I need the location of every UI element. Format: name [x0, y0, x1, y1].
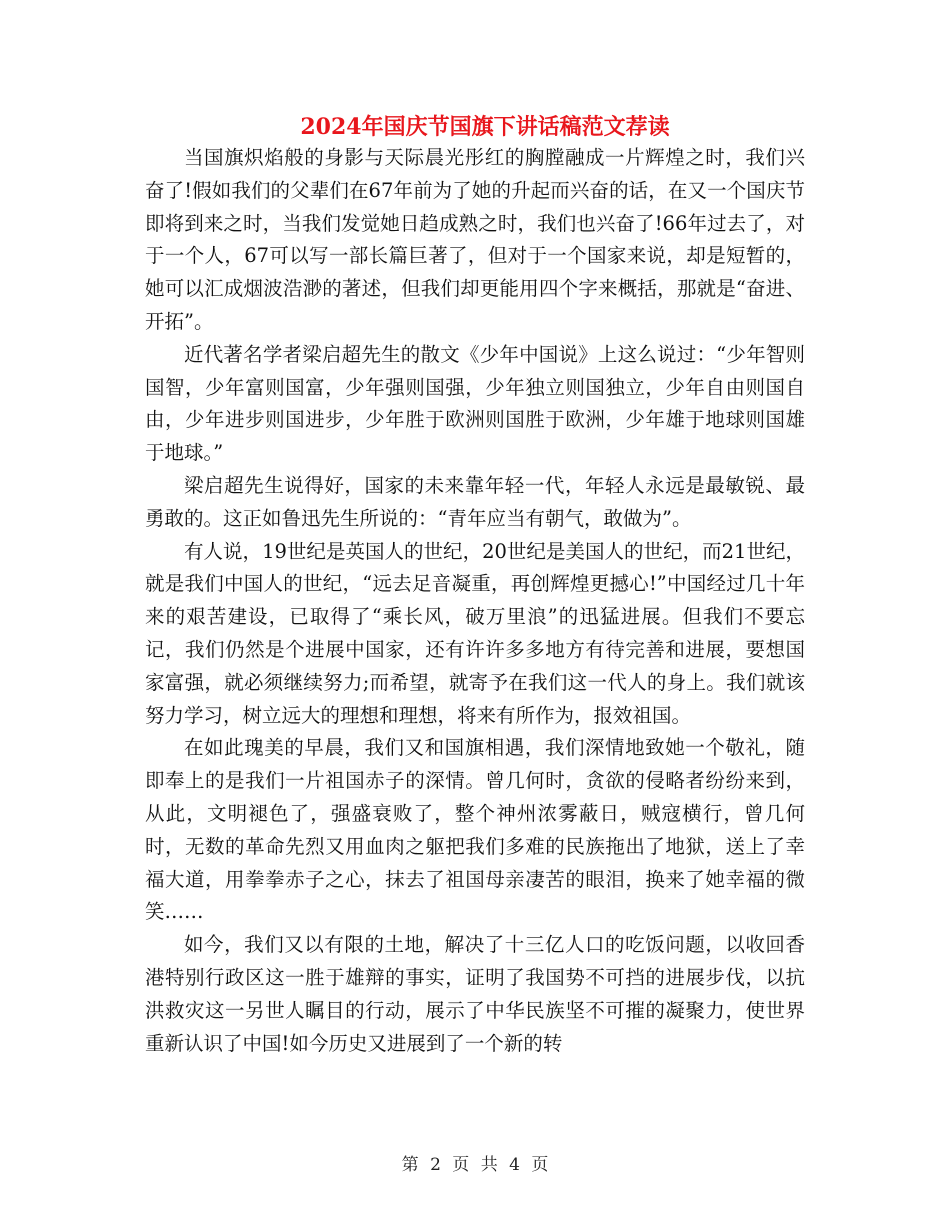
document-title: 2024年国庆节国旗下讲话稿范文荐读: [300, 114, 670, 140]
paragraph-1: 当国旗炽焰般的身影与天际晨光彤红的胸膛融成一片辉煌之时，我们兴奋了!假如我们的父辈们在67年前为了她的升起而兴奋的话，在又一个国庆节即将到来之时，当我们发觉她日趋成熟之时，我们也兴奋了!66年过去了，对于一个人，67可以写一部长篇巨著了，但对于一个国家来说，却是短暂的，她可以汇成烟波浩渺的著述，但我们却更能用四个字来概括，那就是“奋进、开拓”。: [145, 146, 805, 333]
paragraph-6: 如今，我们又以有限的土地，解决了十三亿人口的吃饭问题，以收回香港特别行政区这一胜于雄辩的事实，证明了我国势不可挡的进展步伐，以抗洪救灾这一另世人瞩目的行动，展示了中华民族坚不可摧的凝聚力，使世界重新认识了中国!如今历史又进展到了一个新的转: [145, 933, 805, 1055]
page-footer: 第 2 页 共 4 页: [401, 1155, 549, 1175]
paragraph-3: 梁启超先生说得好，国家的未来靠年轻一代，年轻人永远是最敏锐、最勇敢的。这正如鲁迅先生所说的：“青年应当有朝气，敢做为”。: [145, 473, 805, 530]
paragraph-2: 近代著名学者梁启超先生的散文《少年中国说》上这么说过：“少年智则国智，少年富则国富，少年强则国强，少年独立则国独立，少年自由则国自由，少年进步则国进步，少年胜于欧洲则国胜于欧洲，少年雄于地球则国雄于地球。”: [145, 342, 805, 465]
document-body: [145, 142, 805, 1060]
paragraph-4: 有人说，19世纪是英国人的世纪，20世纪是美国人的世纪，而21世纪，就是我们中国人的世纪，“远去足音凝重，再创辉煌更撼心!”中国经过几十年来的艰苦建设，已取得了“乘长风，破万里浪”的迅猛进展。但我们不要忘记，我们仍然是个进展中国家，还有许许多多地方有待完善和进展，要想国家富强，就必须继续努力;而希望，就寄予在我们这一代人的身上。我们就该努力学习，树立远大的理想和理想，将来有所作为，报效祖国。: [145, 539, 805, 727]
paragraph-5: 在如此瑰美的早晨，我们又和国旗相遇，我们深情地致她一个敬礼，随即奉上的是我们一片祖国赤子的深情。曾几何时，贪欲的侵略者纷纷来到，从此，文明褪色了，强盛衰败了，整个神州浓雾蔽日，贼寇横行，曾几何时，无数的革命先烈又用血肉之躯把我们多难的民族拖出了地狱，送上了幸福大道，用拳拳赤子之心，抹去了祖国母亲凄苦的眼泪，换来了她幸福的微笑……: [145, 736, 805, 924]
